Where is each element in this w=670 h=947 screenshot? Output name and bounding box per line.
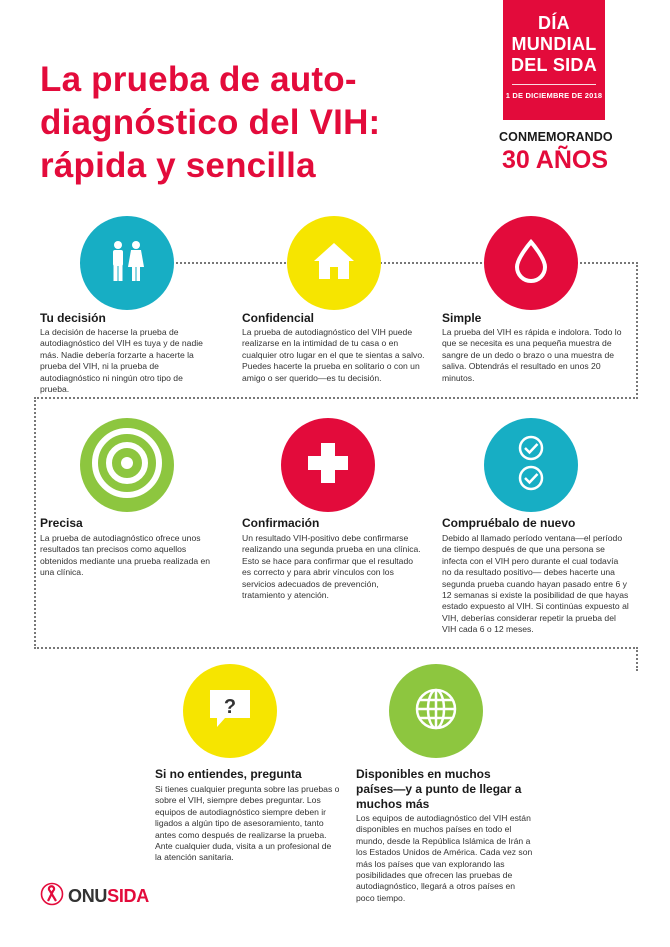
medical-cross-icon	[306, 441, 350, 490]
item-heading-precise: Precisa	[40, 516, 83, 530]
item-text-decision: La decisión de hacerse la prueba de autodiagnóstico del VIH es tuya y de nadie más. Nadie debería forzarte a hacerte la prueba del VIH, ni la prueba de autodiagnóstico ni ningún otro tipo de prueba.	[40, 327, 203, 395]
red-ribbon-emblem-icon	[40, 882, 64, 911]
logo-prefix: ONU	[68, 886, 108, 906]
item-text-confirmation: Un resultado VIH-positivo debe confirmarse realizando una segunda prueba en una clínica. Esto se hace para confirmar que el resultado es correcto y para abrir vínculos con los servicios adecuados de prevención, tratamiento y atención.	[242, 533, 421, 601]
item-heading-available: Disponibles en muchos países—y a punto de llegar a muchos más	[356, 767, 522, 811]
title-line-2: diagnóstico del VIH:	[40, 103, 381, 142]
badge-divider	[512, 84, 596, 85]
page-title	[40, 58, 460, 187]
unaids-logo	[40, 882, 149, 911]
title-line-1: La prueba de auto-	[40, 60, 357, 99]
ask-circle	[183, 664, 277, 758]
badge-line-1: DÍA	[538, 13, 570, 33]
item-heading-check-again: Compruébalo de nuevo	[442, 516, 576, 530]
available-circle	[389, 664, 483, 758]
item-heading-confirmation: Confirmación	[242, 516, 320, 530]
simple-circle	[484, 216, 578, 310]
svg-text:?: ?	[223, 695, 237, 718]
item-heading-decision: Tu decisión	[40, 311, 106, 325]
badge-line-2: MUNDIAL	[511, 34, 597, 54]
house-icon	[310, 237, 358, 290]
item-heading-confidential: Confidencial	[242, 311, 315, 325]
double-check-icon	[511, 433, 551, 498]
precise-circle	[80, 418, 174, 512]
globe-icon	[413, 686, 459, 737]
item-text-confidential: La prueba de autodiagnóstico del VIH puede realizarse en la intimidad de tu casa o en cualquier otro lugar en el que te sientas a salvo. Puedes hacerte la prueba en solitario o con un amigo o ser querido—es tu decisión.	[242, 327, 425, 383]
connector-row3	[34, 647, 638, 671]
target-icon	[87, 423, 167, 508]
years-text: 30 AÑOS	[501, 146, 609, 174]
decision-circle	[80, 216, 174, 310]
question-bubble-icon	[207, 687, 253, 736]
blood-drop-icon	[511, 238, 551, 289]
item-text-check-again: Debido al llamado período ventana—el período de tiempo después de que una persona se infecta con el VIH pero durante el cual todavía no da resultado positivo— debes hacerte una segunda prueba cuando hayan pasado entre 6 y 12 semanas si existe la posibilidad de que hayas estado expuesto al VIH. Si continúas expuesto al VIH, deberías considerar repetir la prueba del VIH cada 6 o 12 meses.	[442, 533, 629, 635]
check-again-circle	[484, 418, 578, 512]
item-text-simple: La prueba del VIH es rápida e indolora. Todo lo que se necesita es una pequeña muestra de sangre de un dedo o brazo o una muestra de saliva. Obtendrás el resultado en unos 20 minutos.	[442, 327, 622, 383]
confidential-circle	[287, 216, 381, 310]
title-line-3: rápida y sencilla	[40, 146, 316, 185]
world-aids-day-badge	[503, 0, 605, 120]
logo-suffix: SIDA	[107, 886, 149, 906]
item-text-available: Los equipos de autodiagnóstico del VIH están disponibles en muchos países en todo el mundo, desde la República Islámica de Irán a los Estados Unidos de América. Cada vez son más los países que van explorando las posibilidades que ofrecen las pruebas de autodiagnóstico, llegará a otros países en poco tiempo.	[356, 813, 533, 903]
confirmation-circle	[281, 418, 375, 512]
item-heading-simple: Simple	[442, 311, 482, 325]
badge-date: 1 DE DICIEMBRE DE 2018	[505, 91, 603, 100]
commemoration-label	[499, 130, 611, 174]
logo-text	[68, 886, 149, 907]
badge-line-3: DEL SIDA	[510, 55, 598, 75]
item-text-precise: La prueba de autodiagnóstico ofrece unos resultados tan precisos como aquellos obtenidos mediante una prueba realizada en una clínica.	[40, 533, 211, 578]
commemorating-text: CONMEMORANDO	[499, 130, 613, 144]
people-icon	[103, 237, 151, 290]
item-text-ask: Si tienes cualquier pregunta sobre las pruebas o sobre el VIH, siempre debes preguntar. Los equipos de autodiagnóstico siempre deben ir ligados a algún tipo de asesoramiento, tanto antes como después de realizarse la prueba. Ante cualquier duda, visita a un profesional de la atención sanitaria.	[155, 784, 340, 863]
item-heading-ask: Si no entiendes, pregunta	[155, 767, 302, 781]
